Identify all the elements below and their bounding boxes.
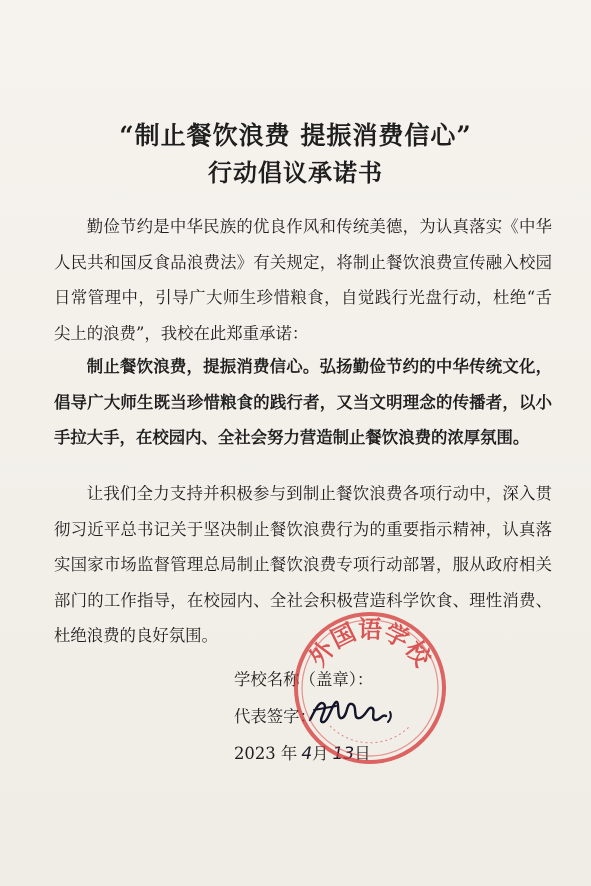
seal-text: 外国语学校 (302, 614, 438, 672)
date-year: 2023 年 (234, 744, 298, 763)
paragraph-action: 让我们全力支持并积极参与到制止餐饮浪费各项行动中，深入贯彻习近平总书记关于坚决制止餐饮浪费行为的重要指示精神，认真落实国家市场监督管理总局制止餐饮浪费专项行动部署，服从政府相关部门的工作指导，在校园内、全社会积极营造科学饮食、理性消费、杜绝浪费的良好氛围。 (54, 484, 552, 645)
paragraph-commitment: 制止餐饮浪费，提振消费信心。弘扬勤俭节约的中华传统文化，倡导广大师生既当珍惜粮食的践行者，又当文明理念的传播者，以小手拉大手，在校园内、全社会努力营造制止餐饮浪费的浓厚氛围。 (54, 357, 552, 447)
date-month-unit: 月 (312, 744, 329, 763)
school-seal-stamp (290, 608, 450, 768)
paragraph-intro: 勤俭节约是中华民族的优良作风和传统美德，为认真落实《中华人民共和国反食品浪费法》有关规定，将制止餐饮浪费宣传融入校园日常管理中，引导广大师生珍惜粮食，自觉践行光盘行动，杜绝“舌尖上的浪费”，我校在此郑重承诺： (54, 217, 552, 343)
date-day-unit: 日 (354, 744, 371, 763)
representative-signature-label: 代表签字： (234, 707, 316, 726)
school-name-label: 学校名称（盖章）： (234, 670, 374, 689)
svg-text:外国语学校 (303, 615, 438, 673)
date-month-handwritten: 4 (301, 744, 313, 764)
document-title-line2: 行动倡议承诺书 (208, 158, 383, 187)
date-day-handwritten: 13 (332, 744, 355, 764)
document-title-line1: “制止餐饮浪费 提振消费信心” (119, 121, 472, 150)
